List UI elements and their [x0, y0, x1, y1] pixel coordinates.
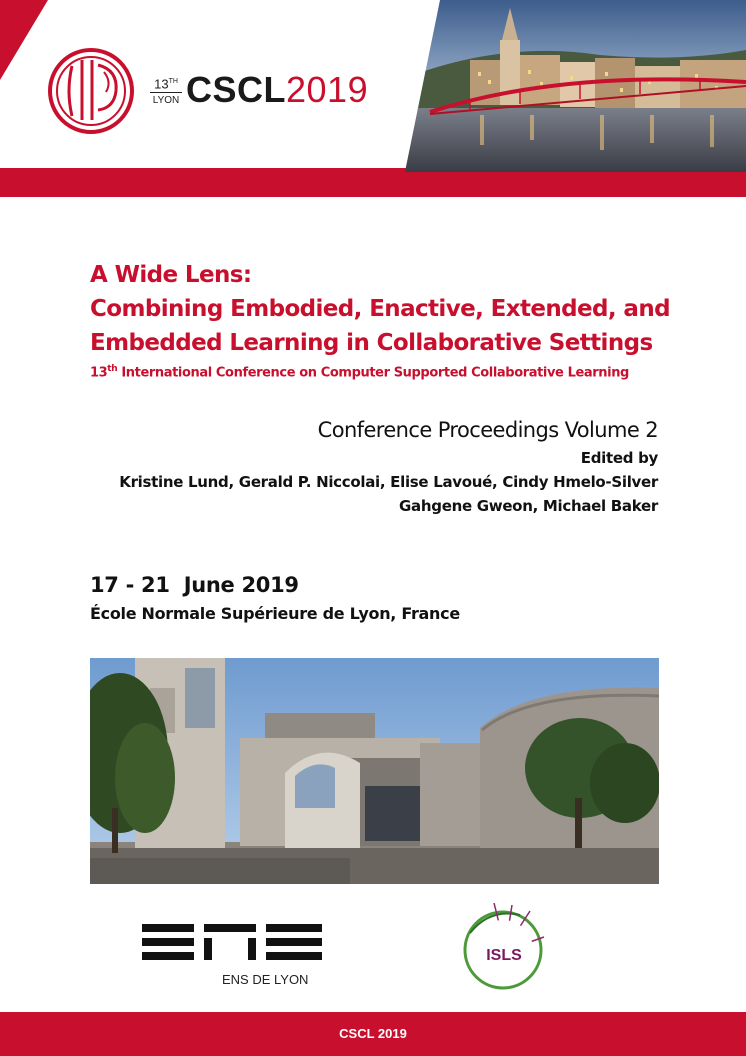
isls-graphic — [460, 903, 550, 993]
conference-year: 2019 — [286, 69, 369, 110]
proceedings-block — [119, 414, 658, 518]
edited-by-label: Edited by — [580, 449, 658, 467]
edition-number: 13 — [154, 76, 169, 92]
event-venue: École Normale Supérieure de Lyon, France — [90, 604, 460, 623]
building-illustration — [90, 658, 659, 884]
header-banner — [0, 0, 746, 197]
ens-building-photo — [90, 658, 659, 884]
title-line-1: A Wide Lens: — [90, 262, 252, 288]
footer-band — [0, 1012, 746, 1056]
cscl-circle-logo — [50, 50, 132, 132]
conference-wordmark — [186, 70, 368, 110]
ens-caption: ENS DE LYON — [222, 972, 309, 987]
event-block — [90, 570, 460, 628]
isls-logo — [460, 903, 550, 998]
title-line-2: Combining Embodied, Enactive, Extended, and — [90, 296, 670, 322]
edition-label — [150, 74, 182, 108]
ens-logo — [142, 920, 322, 973]
editors-line-2: Gahgene Gweon, Michael Baker — [399, 497, 658, 515]
edition-city: LYON — [150, 92, 182, 108]
event-dates: 17 - 21 June 2019 — [90, 573, 299, 597]
ens-wordmark-graphic — [142, 920, 322, 968]
title-line-3: Embedded Learning in Collaborative Settings — [90, 330, 653, 356]
title-block — [90, 258, 690, 382]
subtitle-number: 13 — [90, 365, 108, 381]
conference-subtitle — [90, 360, 690, 382]
footer-text: CSCL 2019 — [339, 1026, 407, 1041]
conference-name: CSCL — [186, 69, 286, 110]
proceedings-title: Conference Proceedings Volume 2 — [317, 418, 658, 442]
header-graphic — [0, 0, 746, 197]
edition-suffix: TH — [168, 78, 178, 85]
editors-line-1: Kristine Lund, Gerald P. Niccolai, Elise Lavoué, Cindy Hmelo-Silver — [119, 473, 658, 491]
isls-text: ISLS — [486, 947, 522, 964]
subtitle-text: International Conference on Computer Supported Collaborative Learning — [117, 365, 629, 381]
lyon-city-photo — [400, 0, 746, 172]
subtitle-suffix: th — [107, 364, 118, 374]
